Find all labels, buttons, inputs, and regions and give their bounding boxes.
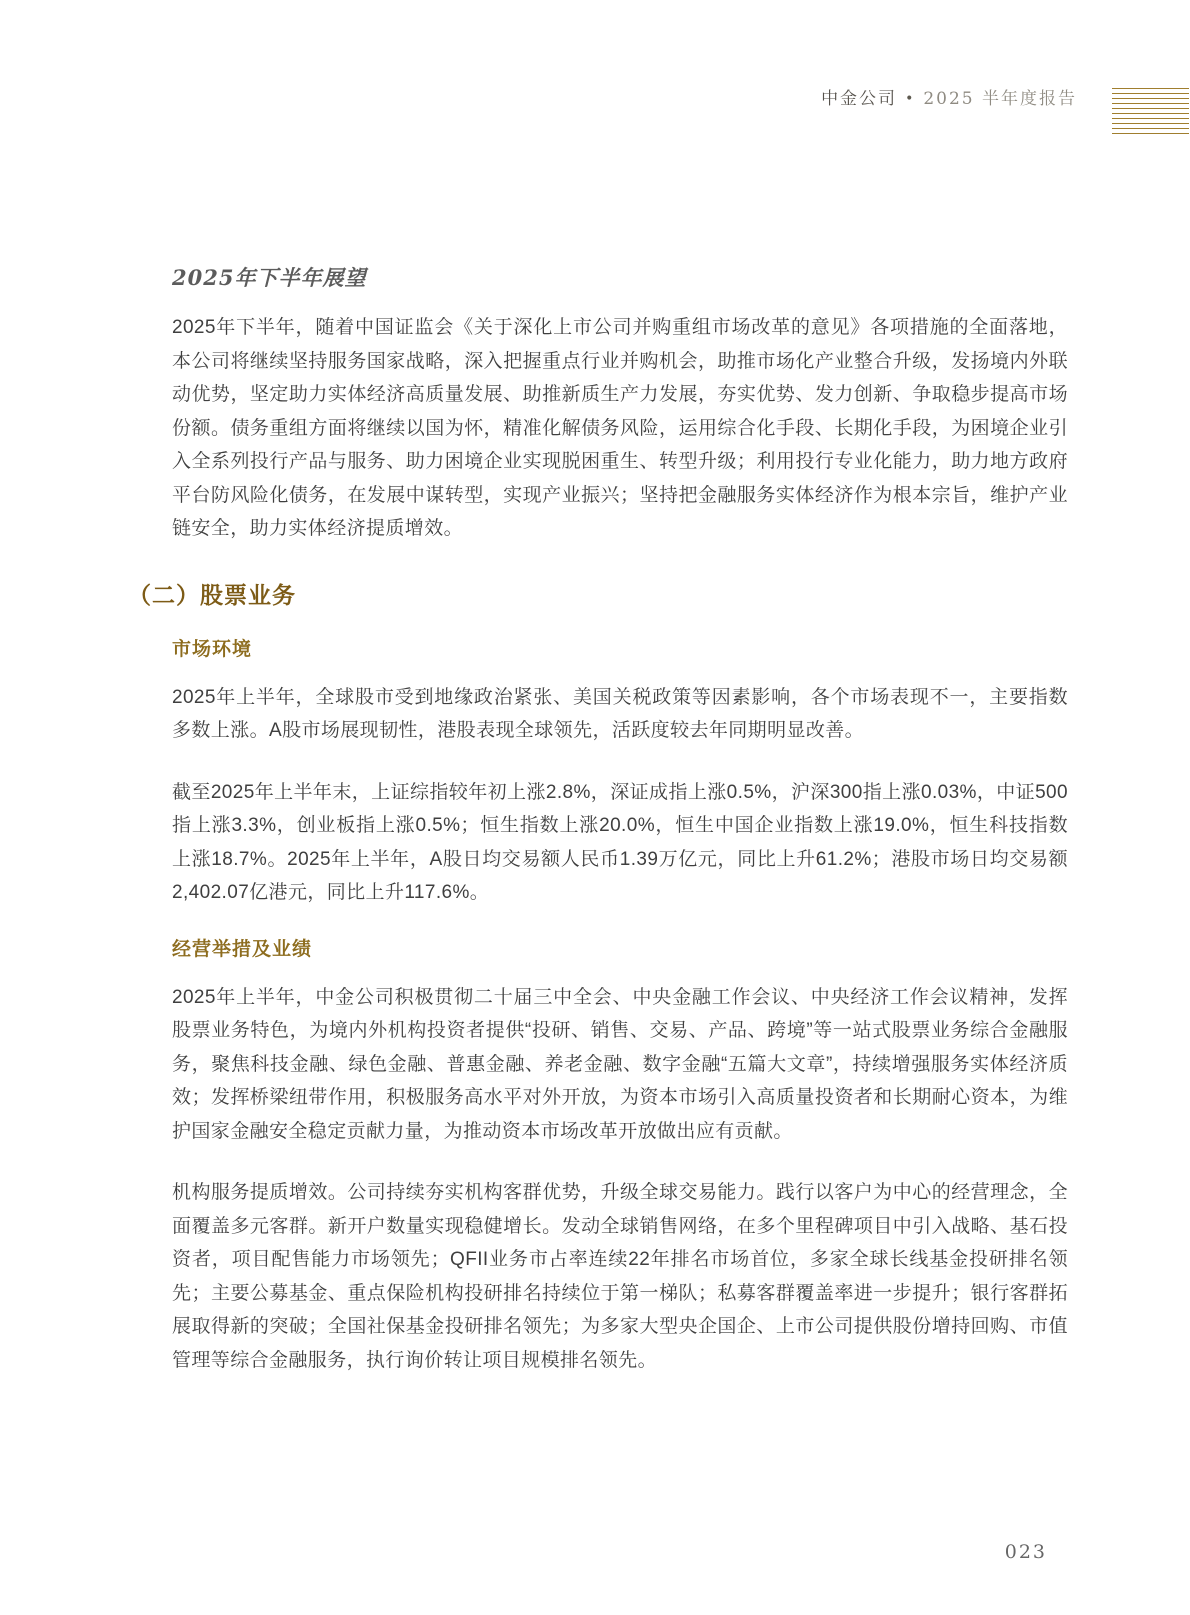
section-heading-equity-business: （二）股票业务 — [128, 581, 296, 608]
market-environment-paragraph-1: 2025年上半年，全球股市受到地缘政治紧张、美国关税政策等因素影响，各个市场表现不一，主要指数多数上涨。A股市场展现韧性，港股表现全球领先，活跃度较去年同期明显改善。 — [172, 686, 1068, 741]
report-edition: 2025 半年度报告 — [923, 89, 1077, 109]
market-environment-paragraph-2: 截至2025年上半年末，上证综指较年初上涨2.8%，深证成指上涨0.5%，沪深300指上涨0.03%，中证500指上涨3.3%，创业板指上涨0.5%；恒生指数上涨20.0%，恒生中国企业指数上涨19.0%，恒生科技指数上涨18.7%。2025年上半年，A股日均交易额人民币1.39万亿元，同比上升61.2%；港股市场日均交易额2,402.07亿港元，同比上升117.6%。 — [172, 781, 1068, 903]
subheading-operations-results: 经营举措及业绩 — [172, 938, 313, 960]
operations-paragraph-1: 2025年上半年，中金公司积极贯彻二十届三中全会、中央金融工作会议、中央经济工作会议精神，发挥股票业务特色，为境内外机构投资者提供“投研、销售、交易、产品、跨境”等一站式股票业务综合金融服务，聚焦科技金融、绿色金融、普惠金融、养老金融、数字金融“五篇大文章”，持续增强服务实体经济质效；发挥桥梁纽带作用，积极服务高水平对外开放，为资本市场引入高质量投资者和长期耐心资本，为维护国家金融安全稳定贡献力量，为推动资本市场改革开放做出应有贡献。 — [172, 986, 1068, 1142]
outlook-title: 2025年下半年展望 — [172, 265, 367, 290]
subheading-market-environment: 市场环境 — [172, 638, 253, 660]
operations-paragraph-2: 机构服务提质增效。公司持续夯实机构客群优势，升级全球交易能力。践行以客户为中心的经营理念，全面覆盖多元客群。新开户数量实现稳健增长。发动全球销售网络，在多个里程碑项目中引入战略、基石投资者，项目配售能力市场领先；QFII业务市占率连续22年排名市场首位，多家全球长线基金投研排名领先；主要公募基金、重点保险机构投研排名持续位于第一梯队；私募客群覆盖率进一步提升；银行客群拓展取得新的突破；全国社保基金投研排名领先；为多家大型央企国企、上市公司提供股份增持回购、市值管理等综合金融服务，执行询价转让项目规模排名领先。 — [172, 1182, 1068, 1371]
gold-stripes-decoration — [1112, 88, 1189, 134]
page-content — [128, 262, 1068, 1377]
bullet-separator: • — [905, 91, 916, 107]
company-name: 中金公司 — [821, 89, 898, 109]
page-number: 023 — [1004, 1541, 1047, 1563]
running-head — [821, 84, 1077, 109]
outlook-paragraph: 2025年下半年，随着中国证监会《关于深化上市公司并购重组市场改革的意见》各项措施的全面落地，本公司将继续坚持服务国家战略，深入把握重点行业并购机会，助推市场化产业整合升级，发扬境内外联动优势，坚定助力实体经济高质量发展、助推新质生产力发展，夯实优势、发力创新、争取稳步提高市场份额。债务重组方面将继续以国为怀，精准化解债务风险，运用综合化手段、长期化手段，为困境企业引入全系列投行产品与服务、助力困境企业实现脱困重生、转型升级；利用投行专业化能力，助力地方政府平台防风险化债务，在发展中谋转型，实现产业振兴；坚持把金融服务实体经济作为根本宗旨，维护产业链安全，助力实体经济提质增效。 — [172, 317, 1068, 539]
